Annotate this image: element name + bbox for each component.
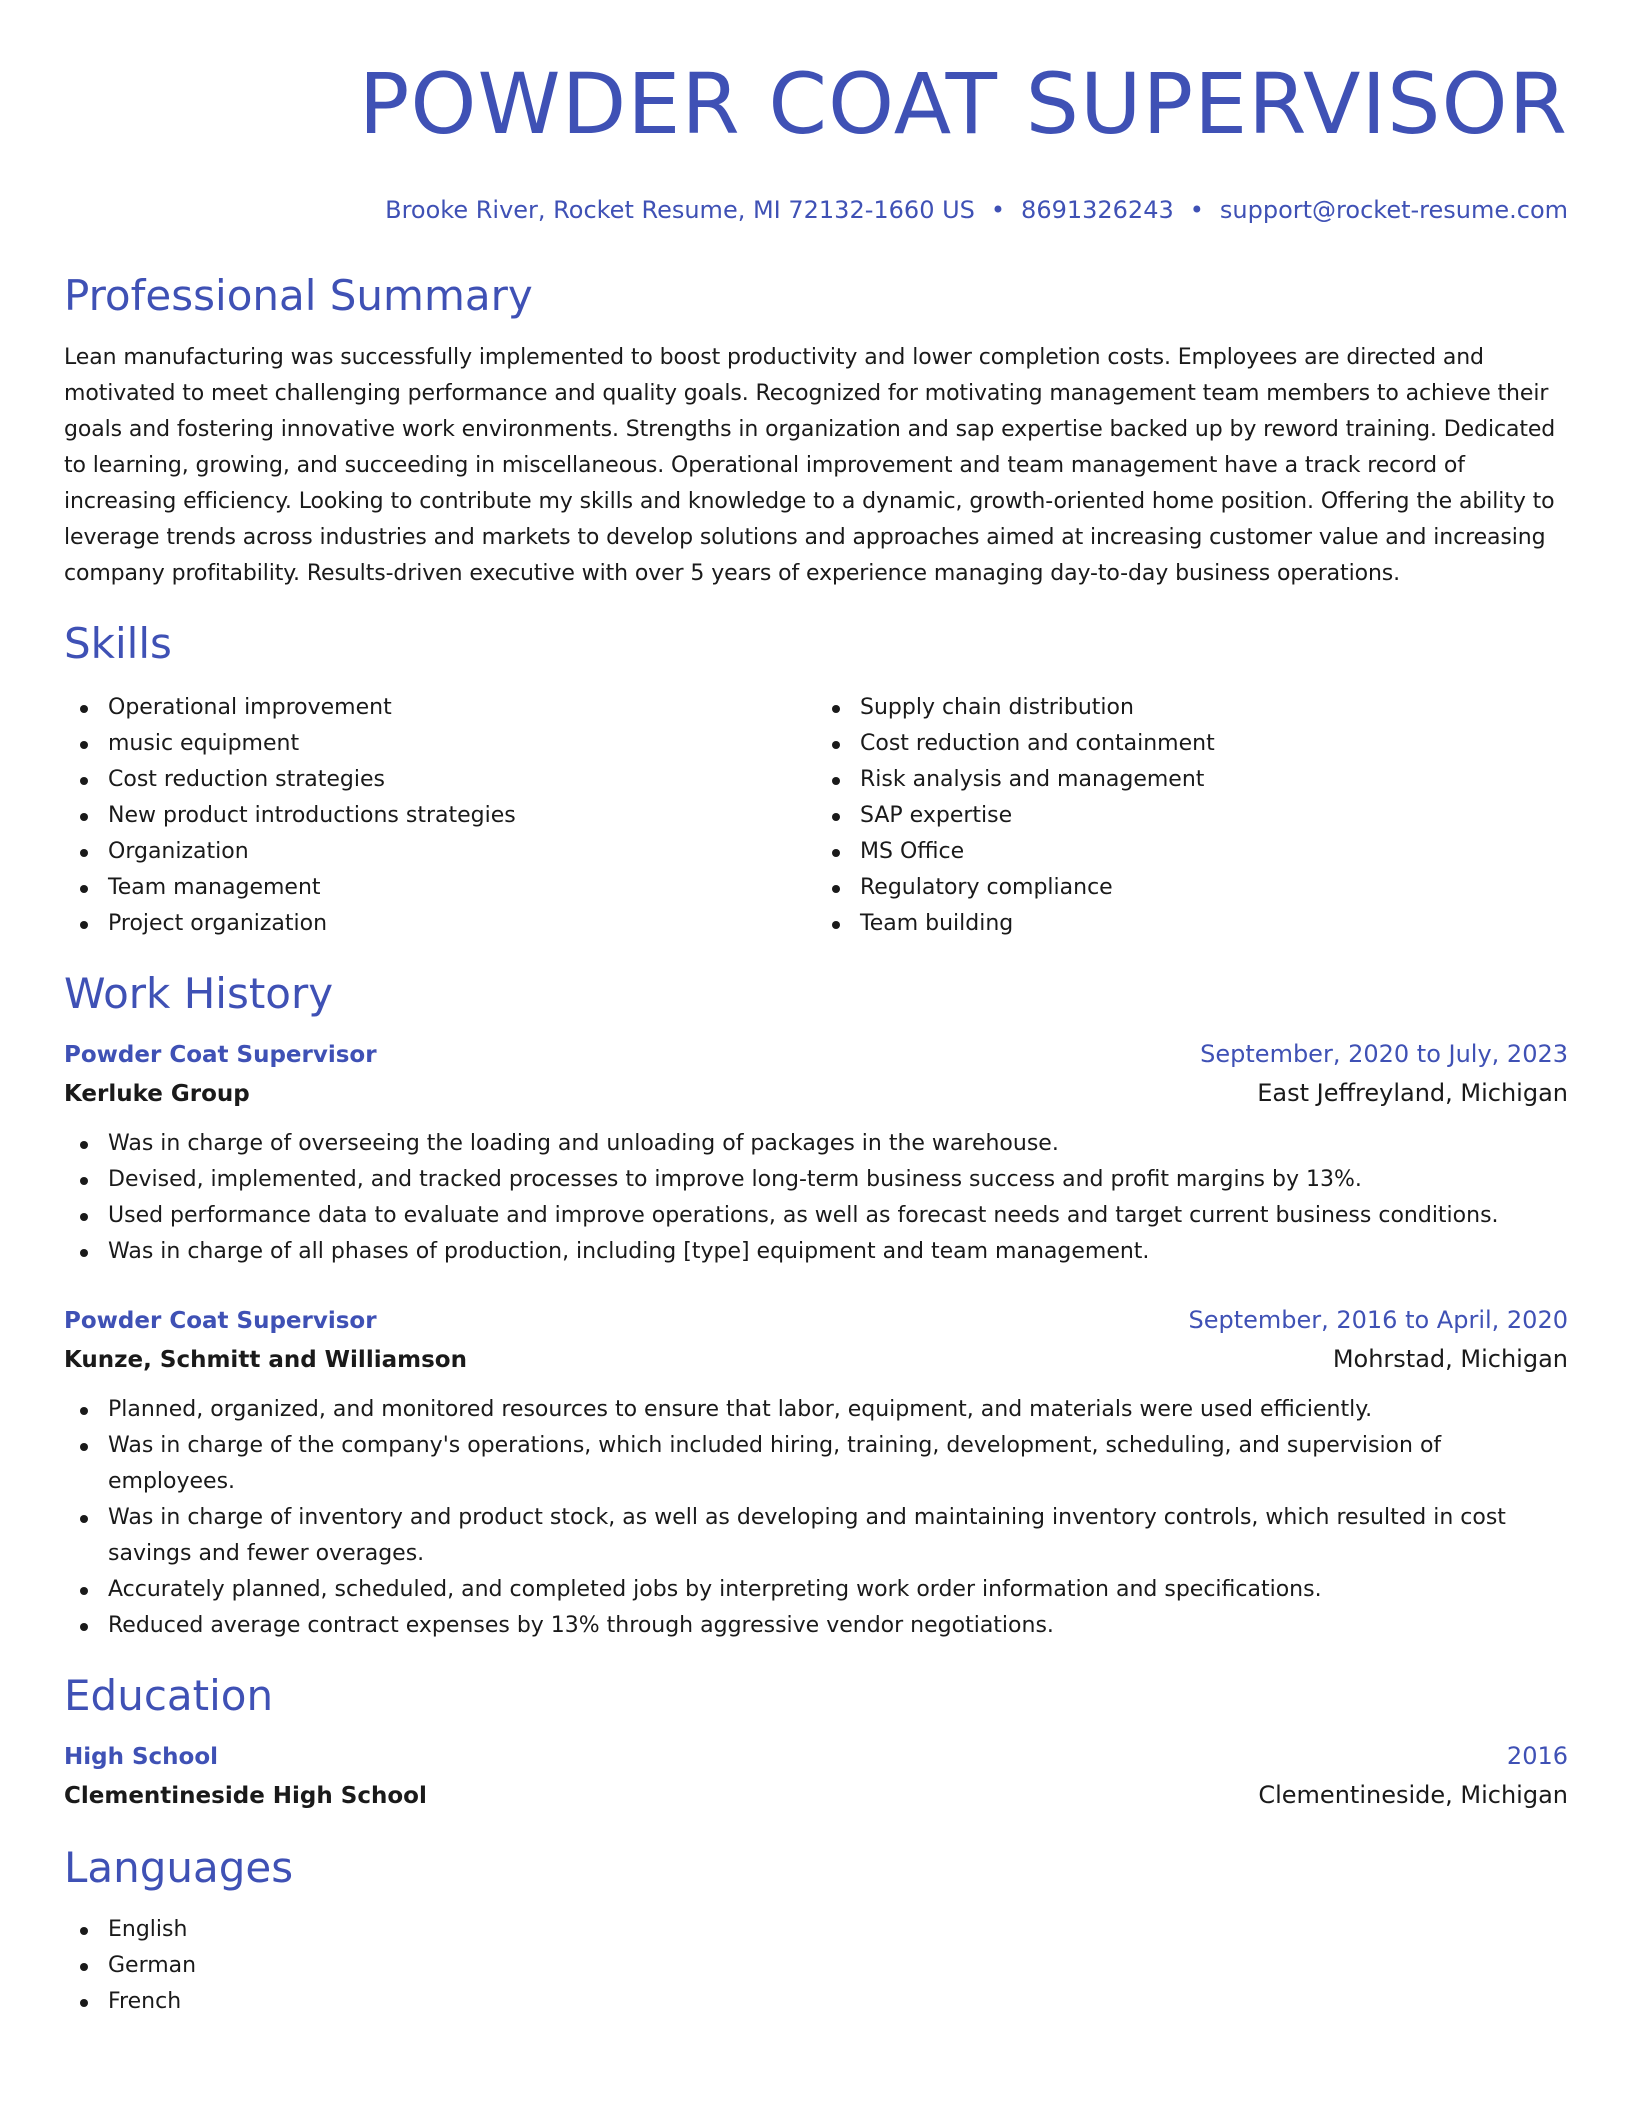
- skill-item: Team management: [64, 870, 816, 906]
- contact-line: [64, 194, 1568, 226]
- education-header-row: [64, 1738, 1568, 1775]
- education-school-row: [64, 1775, 1568, 1816]
- skill-item: Cost reduction strategies: [64, 762, 816, 798]
- work-history-heading: Work History: [64, 969, 334, 1018]
- job-bullet: Reduced average contract expenses by 13% through aggressive vendor negotiations.: [64, 1608, 1568, 1644]
- job-dates: September, 2020 to July, 2023: [1200, 1040, 1568, 1068]
- skill-item: Organization: [64, 834, 816, 870]
- job-title: Powder Coat Supervisor: [64, 1042, 377, 1068]
- skills-heading: Skills: [64, 619, 172, 668]
- language-item: French: [64, 1984, 1568, 2020]
- education-school: Clementineside High School: [64, 1783, 427, 1809]
- job-dates: September, 2016 to April, 2020: [1188, 1306, 1568, 1334]
- education-degree: High School: [64, 1744, 219, 1770]
- job-entry: [64, 1302, 1568, 1644]
- job-bullet: Was in charge of all phases of production, including [type] equipment and team management.: [64, 1234, 1568, 1270]
- job-location: Mohrstad, Michigan: [1332, 1345, 1568, 1373]
- language-item: German: [64, 1948, 1568, 1984]
- skill-item: music equipment: [64, 726, 816, 762]
- job-bullet: Used performance data to evaluate and improve operations, as well as forecast needs and target current business conditions.: [64, 1198, 1568, 1234]
- job-company: Kunze, Schmitt and Williamson: [64, 1347, 467, 1373]
- job-bullet: Was in charge of inventory and product stock, as well as developing and maintaining inventory controls, which resulted in cost savings and fewer overages.: [64, 1500, 1568, 1572]
- job-title: Powder Coat Supervisor: [64, 1308, 377, 1334]
- skills-column-left: [64, 690, 816, 942]
- skill-item: New product introductions strategies: [64, 798, 816, 834]
- languages-list: [64, 1912, 1568, 2020]
- skill-item: MS Office: [816, 834, 1568, 870]
- skill-item: Team building: [816, 906, 1568, 942]
- job-bullet: Was in charge of overseeing the loading and unloading of packages in the warehouse.: [64, 1126, 1568, 1162]
- job-bullets: [64, 1126, 1568, 1270]
- skill-item: Operational improvement: [64, 690, 816, 726]
- language-item: English: [64, 1912, 1568, 1948]
- job-bullet: Accurately planned, scheduled, and completed jobs by interpreting work order information and specifications.: [64, 1572, 1568, 1608]
- job-header-row: [64, 1036, 1568, 1073]
- job-company-row: [64, 1073, 1568, 1114]
- job-bullet: Was in charge of the company's operations, which included hiring, training, development, scheduling, and supervision of employees.: [64, 1428, 1568, 1500]
- contact-separator: •: [990, 196, 1006, 224]
- skills-column-right: [816, 690, 1568, 942]
- contact-email[interactable]: support@rocket-resume.com: [1219, 196, 1568, 224]
- skill-item: Cost reduction and containment: [816, 726, 1568, 762]
- education-location: Clementineside, Michigan: [1258, 1781, 1568, 1809]
- job-company-row: [64, 1339, 1568, 1380]
- contact-address: Brooke River, Rocket Resume, MI 72132-1660 US: [385, 196, 975, 224]
- education-heading: Education: [64, 1671, 274, 1720]
- skill-item: SAP expertise: [816, 798, 1568, 834]
- job-company: Kerluke Group: [64, 1081, 250, 1107]
- resume-name: POWDER COAT SUPERVISOR: [358, 55, 1568, 153]
- education-entry: [64, 1738, 1568, 1816]
- education-year: 2016: [1506, 1742, 1568, 1770]
- summary-text: Lean manufacturing was successfully implemented to boost productivity and lower completion costs. Employees are directed and motivated to meet challenging performance and quality goals. Recognized for motivating management team members to achieve their goals and fostering innovative work environments. Strengths in organization and sap expertise backed up by reword training. Dedicated to learning, growing, and succeeding in miscellaneous. Operational improvement and team management have a track record of increasing efficiency. Looking to contribute my skills and knowledge to a dynamic, growth-oriented home position. Offering the ability to leverage trends across industries and markets to develop solutions and approaches aimed at increasing customer value and increasing company profitability. Results-driven executive with over 5 years of experience managing day-to-day business operations.: [64, 345, 1556, 586]
- skill-item: Risk analysis and management: [816, 762, 1568, 798]
- languages-heading: Languages: [64, 1843, 294, 1892]
- skill-item: Regulatory compliance: [816, 870, 1568, 906]
- job-location: East Jeffreyland, Michigan: [1257, 1079, 1568, 1107]
- job-bullet: Planned, organized, and monitored resources to ensure that labor, equipment, and materials were used efficiently.: [64, 1392, 1568, 1428]
- skill-item: Project organization: [64, 906, 816, 942]
- summary-heading: Professional Summary: [64, 271, 533, 320]
- job-header-row: [64, 1302, 1568, 1339]
- job-bullets: [64, 1392, 1568, 1644]
- skill-item: Supply chain distribution: [816, 690, 1568, 726]
- skills-list: [64, 690, 1568, 942]
- job-entry: [64, 1036, 1568, 1270]
- contact-phone: 8691326243: [1021, 196, 1174, 224]
- contact-separator: •: [1189, 196, 1204, 224]
- job-bullet: Devised, implemented, and tracked processes to improve long-term business success and profit margins by 13%.: [64, 1162, 1568, 1198]
